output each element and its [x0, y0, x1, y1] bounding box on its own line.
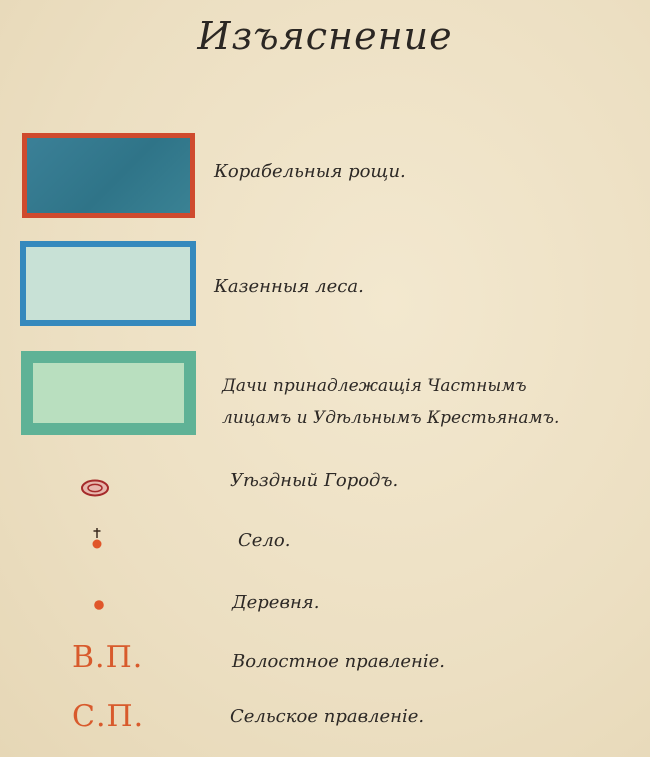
village-admin-abbreviation: С.П.: [72, 699, 145, 734]
private-lands-label-line1: Дачи принадлежащія Частнымъ: [222, 376, 527, 396]
crown-forests-label: Казенныя леса.: [214, 276, 364, 297]
volost-administration-label: Волостное правленіе.: [232, 651, 446, 672]
village-church-icon: [89, 526, 105, 556]
hamlet-label: Деревня.: [232, 592, 320, 613]
volost-abbreviation: В.П.: [72, 640, 144, 675]
village-administration-label: Сельское правленіе.: [230, 706, 425, 727]
hamlet-dot-icon: [93, 596, 105, 615]
village-label: Село.: [238, 530, 291, 551]
county-town-label: Уѣздный Городъ.: [230, 470, 399, 491]
ship-groves-label: Корабельныя рощи.: [214, 161, 406, 182]
ship-groves-swatch: [22, 133, 195, 218]
private-lands-label-line2: лицамъ и Удѣльнымъ Крестьянамъ.: [222, 408, 560, 428]
crown-forests-swatch: [20, 241, 196, 326]
town-icon: [80, 479, 110, 501]
private-lands-swatch: [21, 351, 196, 435]
legend-title: Изъяснение: [197, 14, 453, 58]
